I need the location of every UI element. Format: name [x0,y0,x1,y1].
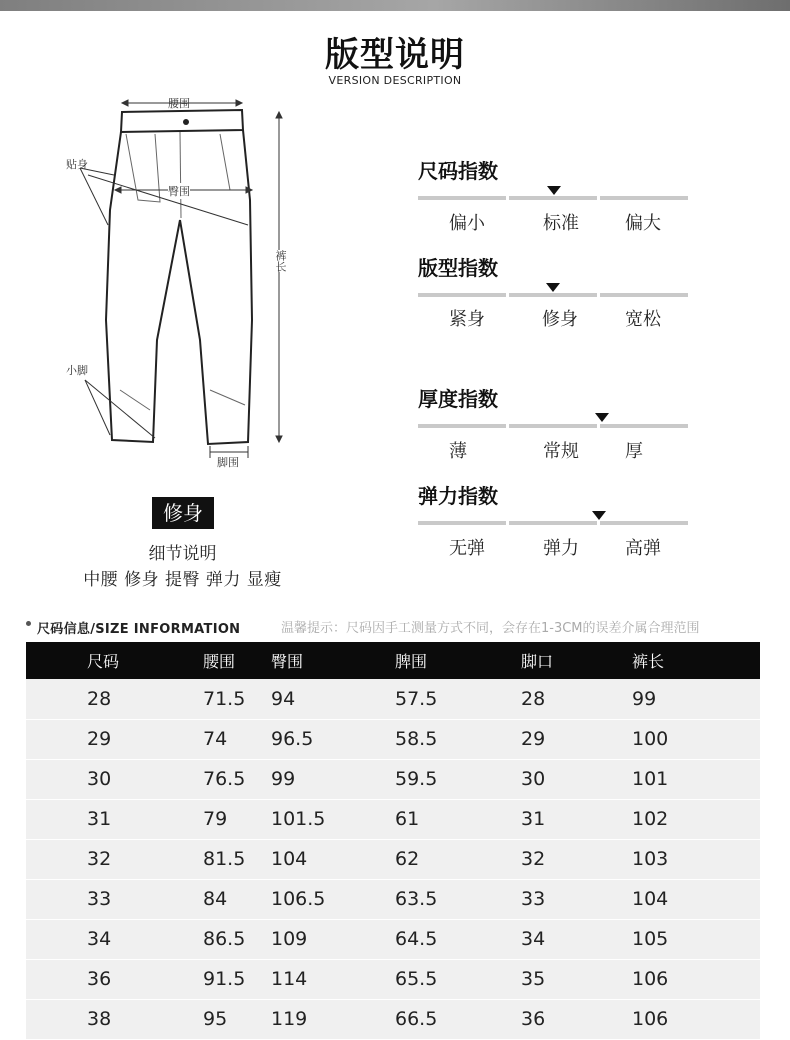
table-cell: 33 [502,879,614,919]
hip-label: 臀围 [168,185,190,198]
table-row [26,839,760,879]
table-row [26,919,760,959]
table-cell: 91.5 [141,959,256,999]
size-index-option: 偏小 [449,213,485,234]
table-cell: 106 [614,959,760,999]
table-cell: 59.5 [387,759,502,799]
size-index [418,155,690,245]
table-row [26,879,760,919]
fit-index [418,252,690,342]
table-cell: 94 [256,679,387,719]
table-cell: 34 [502,919,614,959]
stretch-index-option: 无弹 [449,538,485,559]
thickness-index-title: 厚度指数 [418,387,498,411]
stretch-index-title: 弹力指数 [418,484,498,508]
stretch-index-marker-icon [592,511,606,520]
left-leg-shape [106,132,180,442]
button-icon [183,119,189,125]
table-cell: 35 [502,959,614,999]
table-cell: 33 [26,879,141,919]
size-index-bar [418,196,688,200]
small-leg-label: 小脚 [66,364,88,377]
waist-label: 腰围 [168,97,190,110]
table-cell: 109 [256,919,387,959]
table-cell: 102 [614,799,760,839]
table-row [26,719,760,759]
stretch-index-option: 高弹 [625,538,661,559]
table-cell: 96.5 [256,719,387,759]
table-header-row [26,642,760,679]
size-index-title: 尺码指数 [418,159,498,183]
table-cell: 64.5 [387,919,502,959]
table-cell: 114 [256,959,387,999]
pants-diagram [60,90,300,480]
table-header-cell: 脚口 [502,642,614,679]
table-cell: 57.5 [387,679,502,719]
fit-index-title: 版型指数 [418,256,498,280]
table-cell: 71.5 [141,679,256,719]
table-cell: 95 [141,999,256,1039]
table-cell: 31 [502,799,614,839]
leg-opening-label: 脚围 [217,456,239,469]
table-cell: 99 [256,759,387,799]
right-leg-shape [180,130,252,444]
details-title: 细节说明 [148,544,217,564]
top-decor-strip [0,0,790,11]
fit-badge: 修身 [152,497,214,529]
fit-index-option: 修身 [542,309,578,330]
fit-index-option: 宽松 [625,309,661,330]
thickness-index-bar [418,424,688,428]
table-cell: 29 [26,719,141,759]
stretch-index-bar [418,521,688,525]
table-cell: 62 [387,839,502,879]
page-subtitle: VERSION DESCRIPTION [328,74,462,87]
size-table [26,642,760,1040]
size-info-label: 尺码信息/SIZE INFORMATION [37,622,241,637]
table-cell: 99 [614,679,760,719]
table-cell: 84 [141,879,256,919]
length-label: 裤长 [274,250,287,272]
table-header-cell: 裤长 [614,642,760,679]
table-header-cell: 臀围 [256,642,387,679]
table-cell: 29 [502,719,614,759]
table-cell: 30 [26,759,141,799]
fit-index-option: 紧身 [449,309,485,330]
table-cell: 101.5 [256,799,387,839]
table-body [26,679,760,1039]
table-cell: 105 [614,919,760,959]
table-header-cell: 脾围 [387,642,502,679]
table-cell: 65.5 [387,959,502,999]
table-cell: 103 [614,839,760,879]
stretch-index-option: 弹力 [543,538,579,559]
page-title: 版型说明 [325,35,465,75]
table-cell: 28 [26,679,141,719]
table-cell: 63.5 [387,879,502,919]
thickness-index-option: 厚 [625,441,643,462]
table-cell: 101 [614,759,760,799]
thickness-index-option: 常规 [543,441,579,462]
table-cell: 36 [502,999,614,1039]
pocket-right [220,134,246,190]
table-row [26,959,760,999]
table-cell: 74 [141,719,256,759]
knee-wrinkles [120,390,245,410]
table-cell: 38 [26,999,141,1039]
size-index-option: 偏大 [625,213,661,234]
table-cell: 119 [256,999,387,1039]
thickness-index-option: 薄 [449,441,467,462]
table-cell: 79 [141,799,256,839]
table-cell: 31 [26,799,141,839]
table-cell: 106.5 [256,879,387,919]
stretch-index [418,480,690,570]
table-header-cell: 尺码 [26,642,141,679]
table-cell: 106 [614,999,760,1039]
table-cell: 28 [502,679,614,719]
table-cell: 34 [26,919,141,959]
table-row [26,999,760,1039]
thickness-index-marker-icon [595,413,609,422]
waistband-shape [121,110,243,132]
table-cell: 30 [502,759,614,799]
table-cell: 104 [256,839,387,879]
table-row [26,799,760,839]
table-cell: 104 [614,879,760,919]
table-cell: 32 [26,839,141,879]
fly-line [180,132,181,218]
size-index-option: 标准 [543,213,579,234]
thickness-index [418,383,690,473]
table-cell: 61 [387,799,502,839]
size-index-marker-icon [547,186,561,195]
table-cell: 66.5 [387,999,502,1039]
table-cell: 81.5 [141,839,256,879]
pants-illustration [60,90,300,480]
size-info-note: 温馨提示：尺码因手工测量方式不同，会存在1-3CM的误差介属合理范围 [281,621,700,636]
table-cell: 100 [614,719,760,759]
table-row [26,679,760,719]
fit-label: 贴身 [66,158,88,171]
table-cell: 86.5 [141,919,256,959]
fit-index-marker-icon [546,283,560,292]
table-cell: 36 [26,959,141,999]
table-cell: 76.5 [141,759,256,799]
table-cell: 32 [502,839,614,879]
table-row [26,759,760,799]
table-header-cell: 腰围 [141,642,256,679]
details-text: 中腰 修身 提臀 弹力 显瘦 [83,570,282,590]
fit-index-bar [418,293,688,297]
bullet-icon [26,621,31,626]
table-cell: 58.5 [387,719,502,759]
